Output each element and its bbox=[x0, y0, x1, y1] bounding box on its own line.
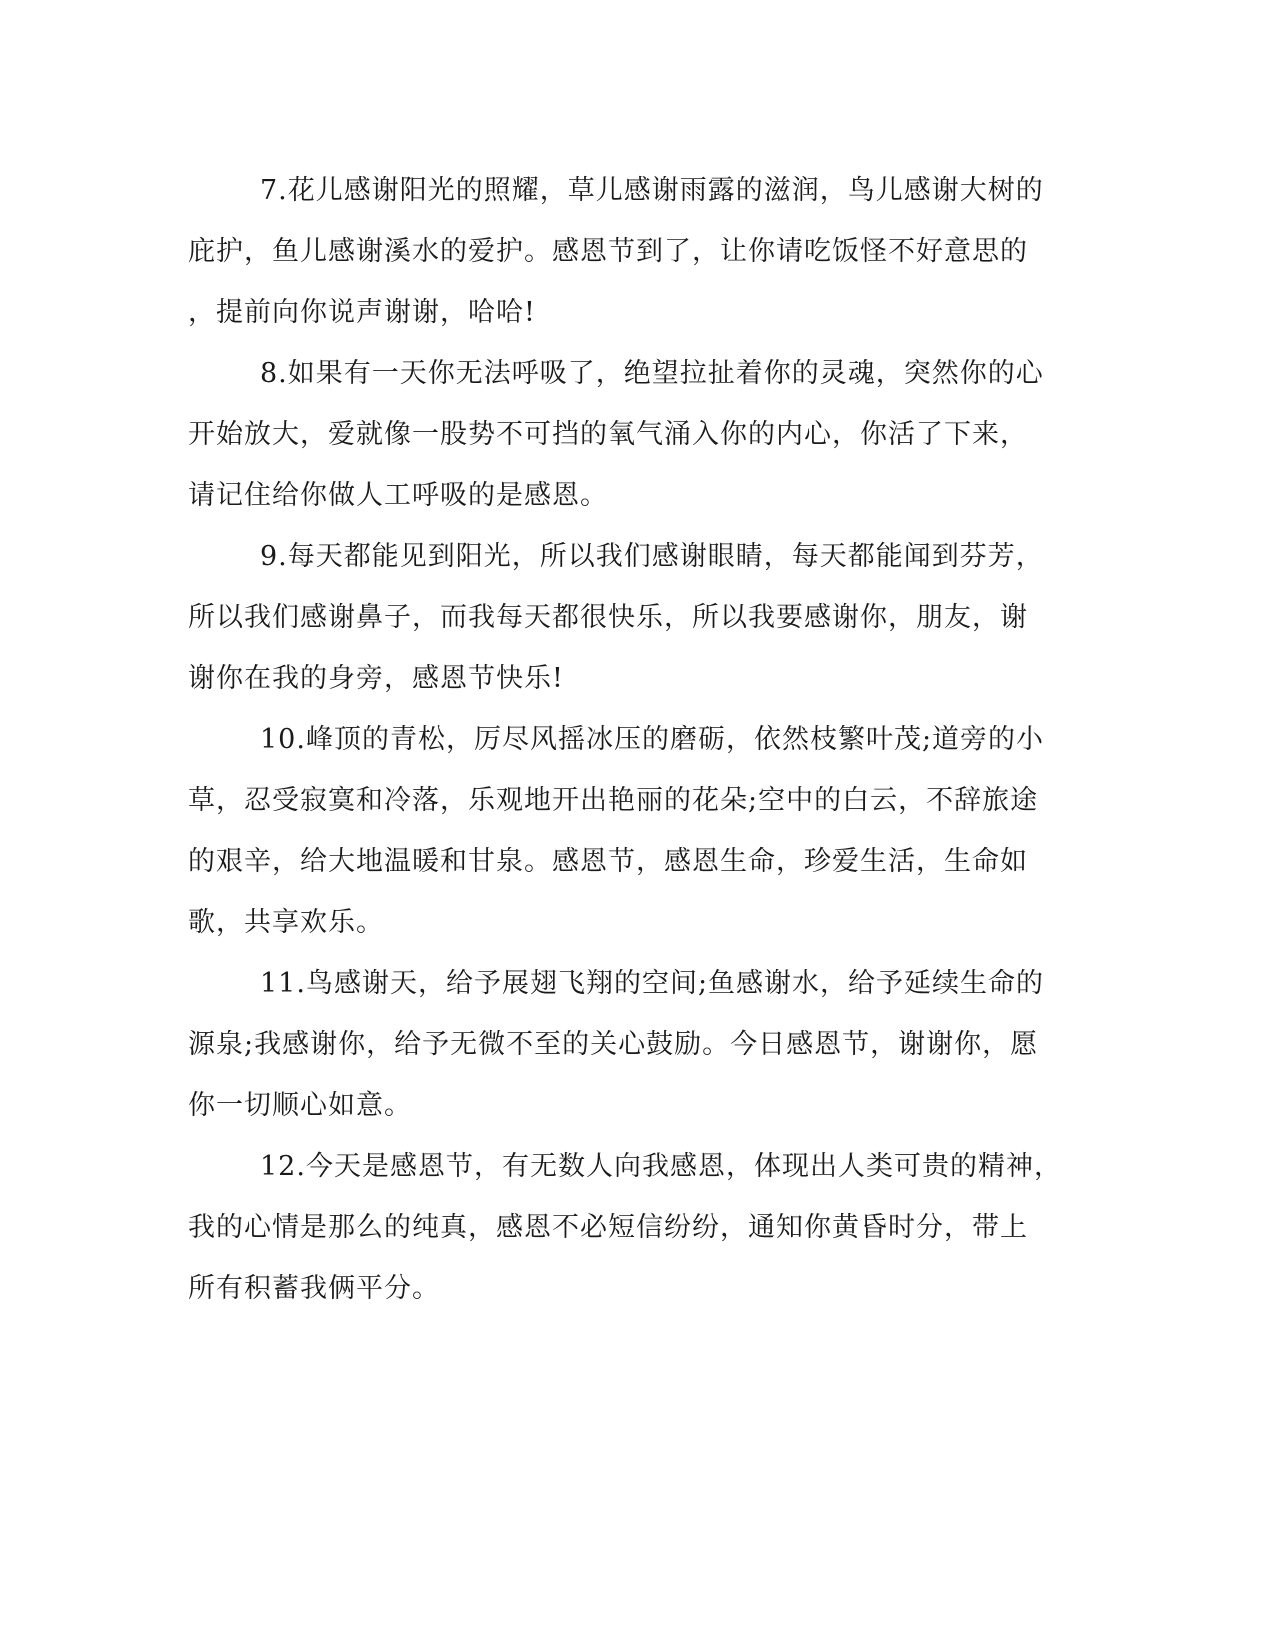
paragraph-line: 9.每天都能见到阳光，所以我们感谢眼睛，每天都能闻到芬芳， bbox=[260, 541, 1044, 572]
paragraph-line: 我的心情是那么的纯真，感恩不必短信纷纷，通知你黄昏时分，带上 bbox=[188, 1212, 1028, 1243]
paragraph-9 bbox=[188, 526, 1058, 709]
paragraph-8 bbox=[188, 343, 1058, 526]
paragraph-line: 歌，共享欢乐。 bbox=[188, 907, 384, 938]
paragraph-line: 庇护，鱼儿感谢溪水的爱护。感恩节到了，让你请吃饭怪不好意思的 bbox=[188, 236, 1028, 267]
paragraph-line: 请记住给你做人工呼吸的是感恩。 bbox=[188, 480, 608, 511]
paragraph-line: 谢你在我的身旁，感恩节快乐! bbox=[188, 663, 564, 694]
paragraph-7 bbox=[188, 160, 1058, 343]
paragraph-line: 所有积蓄我俩平分。 bbox=[188, 1273, 440, 1304]
paragraph-line: 的艰辛，给大地温暖和甘泉。感恩节，感恩生命，珍爱生活，生命如 bbox=[188, 846, 1028, 877]
paragraph-line: ，提前向你说声谢谢，哈哈! bbox=[188, 297, 536, 328]
paragraph-12 bbox=[188, 1136, 1062, 1319]
document-body bbox=[188, 160, 1062, 1319]
paragraph-line: 所以我们感谢鼻子，而我每天都很快乐，所以我要感谢你，朋友，谢 bbox=[188, 602, 1028, 633]
paragraph-line: 草，忍受寂寞和冷落，乐观地开出艳丽的花朵;空中的白云，不辞旅途 bbox=[188, 785, 1039, 816]
paragraph-line: 7.花儿感谢阳光的照耀，草儿感谢雨露的滋润，鸟儿感谢大树的 bbox=[260, 175, 1044, 206]
paragraph-10 bbox=[188, 709, 1058, 953]
paragraph-line: 11.鸟感谢天，给予展翅飞翔的空间;鱼感谢水，给予延续生命的 bbox=[260, 968, 1045, 999]
paragraph-11 bbox=[188, 953, 1058, 1136]
paragraph-line: 10.峰顶的青松，厉尽风摇冰压的磨砺，依然枝繁叶茂;道旁的小 bbox=[260, 724, 1045, 755]
paragraph-line: 8.如果有一天你无法呼吸了，绝望拉扯着你的灵魂，突然你的心 bbox=[260, 358, 1044, 389]
paragraph-line: 你一切顺心如意。 bbox=[188, 1090, 412, 1121]
paragraph-line: 开始放大，爱就像一股势不可挡的氧气涌入你的内心，你活了下来， bbox=[188, 419, 1028, 450]
paragraph-line: 源泉;我感谢你，给予无微不至的关心鼓励。今日感恩节，谢谢你，愿 bbox=[188, 1029, 1039, 1060]
paragraph-line: 12.今天是感恩节，有无数人向我感恩，体现出人类可贵的精神， bbox=[260, 1151, 1062, 1182]
